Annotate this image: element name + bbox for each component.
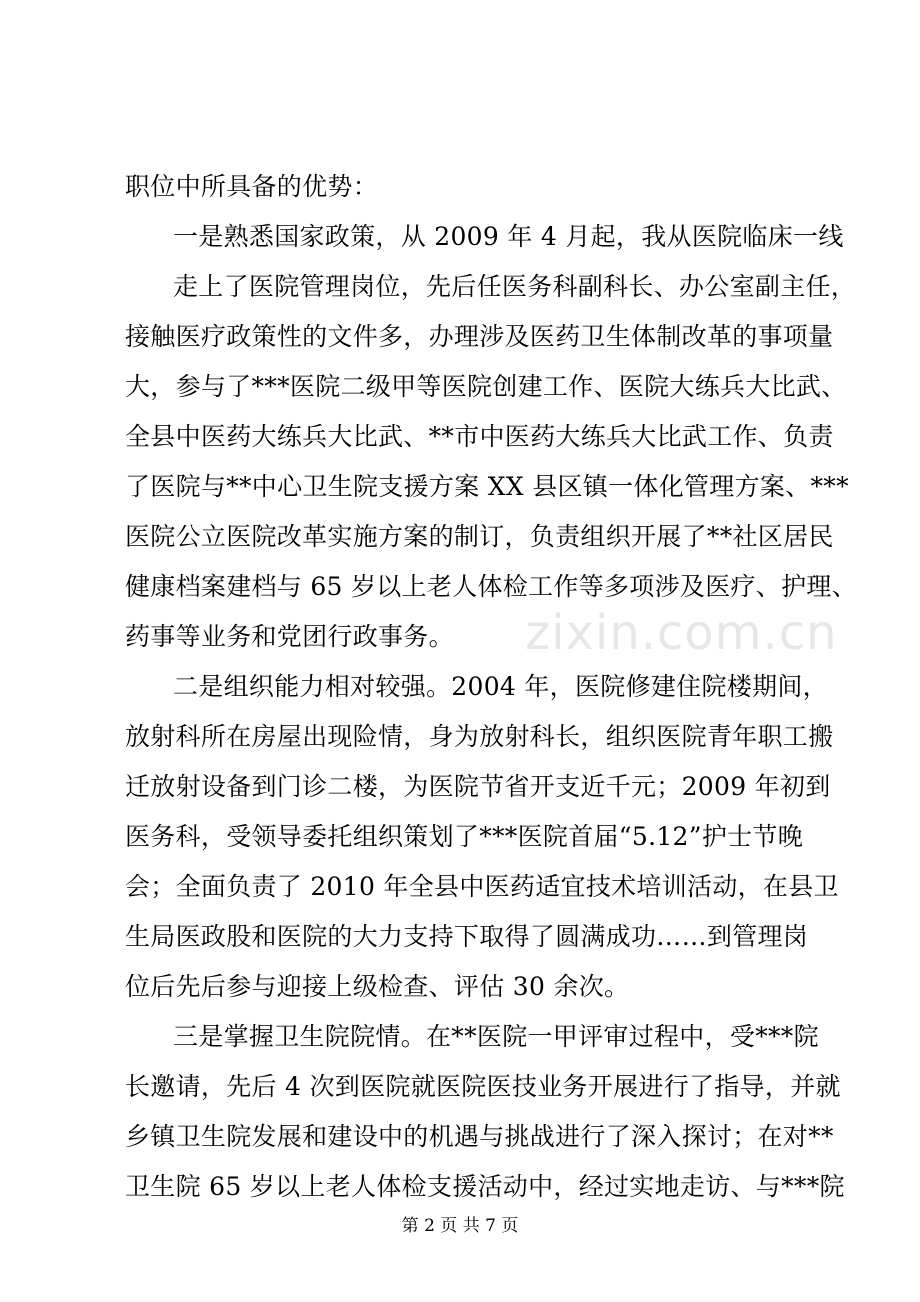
text-line-10: 药事等业务和党团行政事务。 [125,622,454,651]
text-line-8: 医院公立医院改革实施方案的制订，负责组织开展了**社区居民 [125,522,834,551]
text-line-14: 医务科，受领导委托组织策划了***医院首届“5.12”护士节晚 [125,822,804,851]
watermark: zixin.com.cn [525,605,838,661]
text-line-1: 职位中所具备的优势： [125,172,379,201]
text-line-20: 乡镇卫生院发展和建设中的机遇与挑战进行了深入探讨；在对** [125,1122,834,1151]
text-line-21: 卫生院 65 岁以上老人体检支援活动中，经过实地走访、与***院 [125,1172,845,1201]
text-line-3: 走上了医院管理岗位，先后任医务科副科长、办公室副主任， [173,272,857,301]
text-line-5: 大，参与了***医院二级甲等医院创建工作、医院大练兵大比武、 [125,372,847,401]
text-line-11: 二是组织能力相对较强。2004 年，医院修建住院楼期间， [173,672,828,701]
text-line-19: 长邀请，先后 4 次到医院就医院医技业务开展进行了指导，并就 [125,1072,841,1101]
text-line-4: 接触医疗政策性的文件多，办理涉及医药卫生体制改革的事项量 [125,322,834,351]
text-line-12: 放射科所在房屋出现险情，身为放射科长，组织医院青年职工搬 [125,722,834,751]
text-line-16: 生局医政股和医院的大力支持下取得了圆满成功……到管理岗 [125,922,809,951]
text-line-6: 全县中医药大练兵大比武、**市中医药大练兵大比武工作、负责 [125,422,834,451]
text-line-18: 三是掌握卫生院院情。在**医院一甲评审过程中，受***院 [173,1022,819,1051]
text-line-9: 健康档案建档与 65 岁以上老人体检工作等多项涉及医疗、护理、 [125,572,858,601]
page-footer: 第 2 页 共 7 页 [401,1216,519,1236]
text-line-2: 一是熟悉国家政策，从 2009 年 4 月起，我从医院临床一线 [173,222,844,251]
text-line-13: 迁放射设备到门诊二楼，为医院节省开支近千元；2009 年初到 [125,772,831,801]
text-line-17: 位后先后参与迎接上级检查、评估 30 余次。 [125,972,630,1001]
text-line-15: 会；全面负责了 2010 年全县中医药适宜技术培训活动，在县卫 [125,872,839,901]
text-line-7: 了医院与**中心卫生院支援方案 XX 县区镇一体化管理方案、*** [125,472,849,501]
